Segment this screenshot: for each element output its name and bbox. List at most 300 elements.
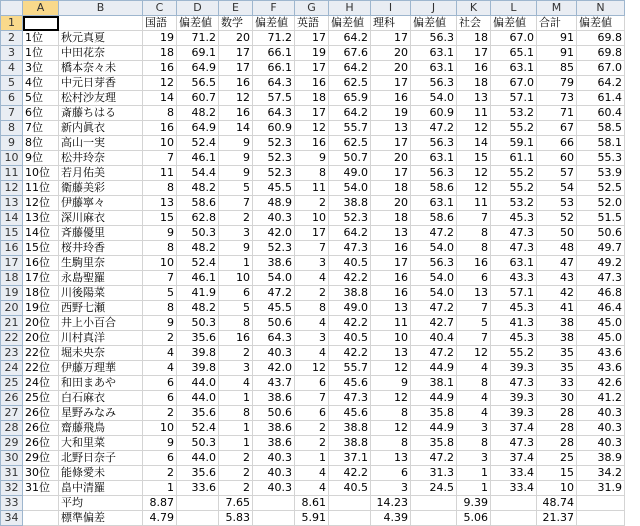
cell-b27[interactable]: 星野みなみ — [59, 406, 143, 421]
cell-m28[interactable]: 28 — [537, 421, 577, 436]
cell-e1[interactable]: 数学 — [219, 16, 253, 31]
cell-i14[interactable]: 18 — [371, 211, 411, 226]
cell-j1[interactable]: 偏差値 — [411, 16, 457, 31]
cell-n12[interactable]: 52.5 — [577, 181, 625, 196]
cell-l18[interactable]: 43.3 — [491, 271, 537, 286]
cell-b3[interactable]: 中田花奈 — [59, 46, 143, 61]
cell-h20[interactable]: 49.0 — [329, 301, 371, 316]
cell-a19[interactable]: 18位 — [23, 286, 59, 301]
cell-l27[interactable]: 39.3 — [491, 406, 537, 421]
cell-h34[interactable] — [329, 511, 371, 526]
row-header-34[interactable]: 34 — [1, 511, 23, 526]
cell-j24[interactable]: 44.9 — [411, 361, 457, 376]
cell-c2[interactable]: 19 — [143, 31, 177, 46]
cell-e23[interactable]: 2 — [219, 346, 253, 361]
cell-f19[interactable]: 47.2 — [253, 286, 295, 301]
cell-m9[interactable]: 66 — [537, 136, 577, 151]
cell-f30[interactable]: 40.3 — [253, 451, 295, 466]
cell-e13[interactable]: 7 — [219, 196, 253, 211]
cell-g2[interactable]: 17 — [295, 31, 329, 46]
cell-g26[interactable]: 7 — [295, 391, 329, 406]
cell-e6[interactable]: 12 — [219, 91, 253, 106]
cell-n9[interactable]: 58.1 — [577, 136, 625, 151]
cell-h30[interactable]: 37.1 — [329, 451, 371, 466]
cell-b4[interactable]: 橋本奈々未 — [59, 61, 143, 76]
cell-a9[interactable]: 8位 — [23, 136, 59, 151]
cell-b34[interactable]: 標準偏差 — [59, 511, 143, 526]
cell-d5[interactable]: 56.5 — [177, 76, 219, 91]
cell-j21[interactable]: 42.7 — [411, 316, 457, 331]
cell-j20[interactable]: 47.2 — [411, 301, 457, 316]
cell-k8[interactable]: 12 — [457, 121, 491, 136]
cell-i18[interactable]: 16 — [371, 271, 411, 286]
cell-j2[interactable]: 56.3 — [411, 31, 457, 46]
cell-e31[interactable]: 2 — [219, 466, 253, 481]
cell-g1[interactable]: 英語 — [295, 16, 329, 31]
cell-a21[interactable]: 20位 — [23, 316, 59, 331]
cell-a34[interactable] — [23, 511, 59, 526]
cell-c3[interactable]: 18 — [143, 46, 177, 61]
cell-k19[interactable]: 13 — [457, 286, 491, 301]
cell-g3[interactable]: 19 — [295, 46, 329, 61]
row-header-5[interactable]: 5 — [1, 76, 23, 91]
cell-m5[interactable]: 79 — [537, 76, 577, 91]
cell-j14[interactable]: 58.6 — [411, 211, 457, 226]
cell-n1[interactable]: 偏差値 — [577, 16, 625, 31]
cell-d4[interactable]: 64.9 — [177, 61, 219, 76]
cell-l15[interactable]: 47.3 — [491, 226, 537, 241]
cell-g34[interactable]: 5.91 — [295, 511, 329, 526]
cell-l11[interactable]: 55.2 — [491, 166, 537, 181]
column-header-c[interactable]: C — [143, 1, 177, 16]
cell-a10[interactable]: 9位 — [23, 151, 59, 166]
cell-k2[interactable]: 18 — [457, 31, 491, 46]
cell-i3[interactable]: 20 — [371, 46, 411, 61]
cell-f20[interactable]: 45.5 — [253, 301, 295, 316]
cell-d20[interactable]: 48.2 — [177, 301, 219, 316]
cell-j15[interactable]: 47.2 — [411, 226, 457, 241]
cell-j16[interactable]: 54.0 — [411, 241, 457, 256]
cell-l31[interactable]: 33.4 — [491, 466, 537, 481]
row-header-32[interactable]: 32 — [1, 481, 23, 496]
cell-l7[interactable]: 53.2 — [491, 106, 537, 121]
cell-h2[interactable]: 64.2 — [329, 31, 371, 46]
cell-m1[interactable]: 合計 — [537, 16, 577, 31]
cell-h7[interactable]: 64.2 — [329, 106, 371, 121]
row-header-29[interactable]: 29 — [1, 436, 23, 451]
cell-h13[interactable]: 38.8 — [329, 196, 371, 211]
cell-l16[interactable]: 47.3 — [491, 241, 537, 256]
cell-j30[interactable]: 47.2 — [411, 451, 457, 466]
cell-i21[interactable]: 11 — [371, 316, 411, 331]
cell-l23[interactable]: 55.2 — [491, 346, 537, 361]
cell-b5[interactable]: 中元日芽香 — [59, 76, 143, 91]
cell-k30[interactable]: 3 — [457, 451, 491, 466]
cell-l21[interactable]: 41.3 — [491, 316, 537, 331]
cell-l22[interactable]: 45.3 — [491, 331, 537, 346]
cell-i17[interactable]: 17 — [371, 256, 411, 271]
cell-n25[interactable]: 42.6 — [577, 376, 625, 391]
cell-k23[interactable]: 12 — [457, 346, 491, 361]
column-header-e[interactable]: E — [219, 1, 253, 16]
cell-g15[interactable]: 17 — [295, 226, 329, 241]
cell-f27[interactable]: 50.6 — [253, 406, 295, 421]
cell-c6[interactable]: 14 — [143, 91, 177, 106]
cell-e4[interactable]: 17 — [219, 61, 253, 76]
cell-a13[interactable]: 12位 — [23, 196, 59, 211]
cell-a12[interactable]: 11位 — [23, 181, 59, 196]
cell-j11[interactable]: 56.3 — [411, 166, 457, 181]
cell-f26[interactable]: 38.6 — [253, 391, 295, 406]
row-header-31[interactable]: 31 — [1, 466, 23, 481]
cell-e27[interactable]: 8 — [219, 406, 253, 421]
cell-n10[interactable]: 55.3 — [577, 151, 625, 166]
cell-m11[interactable]: 57 — [537, 166, 577, 181]
cell-c22[interactable]: 2 — [143, 331, 177, 346]
cell-j18[interactable]: 54.0 — [411, 271, 457, 286]
cell-i8[interactable]: 13 — [371, 121, 411, 136]
cell-a26[interactable]: 25位 — [23, 391, 59, 406]
cell-d13[interactable]: 58.6 — [177, 196, 219, 211]
cell-d33[interactable] — [177, 496, 219, 511]
row-header-11[interactable]: 11 — [1, 166, 23, 181]
cell-g4[interactable]: 17 — [295, 61, 329, 76]
cell-k34[interactable]: 5.06 — [457, 511, 491, 526]
cell-b23[interactable]: 堀未央奈 — [59, 346, 143, 361]
cell-k18[interactable]: 6 — [457, 271, 491, 286]
cell-g24[interactable]: 12 — [295, 361, 329, 376]
cell-a8[interactable]: 7位 — [23, 121, 59, 136]
cell-n18[interactable]: 47.3 — [577, 271, 625, 286]
cell-e22[interactable]: 16 — [219, 331, 253, 346]
row-header-4[interactable]: 4 — [1, 61, 23, 76]
cell-c9[interactable]: 10 — [143, 136, 177, 151]
cell-d16[interactable]: 48.2 — [177, 241, 219, 256]
cell-b10[interactable]: 松井玲奈 — [59, 151, 143, 166]
cell-a3[interactable]: 1位 — [23, 46, 59, 61]
cell-m8[interactable]: 67 — [537, 121, 577, 136]
cell-n33[interactable] — [577, 496, 625, 511]
cell-e17[interactable]: 1 — [219, 256, 253, 271]
cell-f28[interactable]: 38.6 — [253, 421, 295, 436]
cell-g11[interactable]: 8 — [295, 166, 329, 181]
cell-m17[interactable]: 47 — [537, 256, 577, 271]
cell-l25[interactable]: 47.3 — [491, 376, 537, 391]
cell-a6[interactable]: 5位 — [23, 91, 59, 106]
cell-f33[interactable] — [253, 496, 295, 511]
cell-i11[interactable]: 17 — [371, 166, 411, 181]
cell-f17[interactable]: 38.6 — [253, 256, 295, 271]
cell-k9[interactable]: 14 — [457, 136, 491, 151]
cell-k11[interactable]: 12 — [457, 166, 491, 181]
cell-d23[interactable]: 39.8 — [177, 346, 219, 361]
cell-d15[interactable]: 50.3 — [177, 226, 219, 241]
cell-k5[interactable]: 18 — [457, 76, 491, 91]
cell-i2[interactable]: 17 — [371, 31, 411, 46]
cell-e2[interactable]: 20 — [219, 31, 253, 46]
cell-m4[interactable]: 85 — [537, 61, 577, 76]
cell-k1[interactable]: 社会 — [457, 16, 491, 31]
cell-a17[interactable]: 16位 — [23, 256, 59, 271]
cell-i7[interactable]: 19 — [371, 106, 411, 121]
cell-b28[interactable]: 齋藤飛鳥 — [59, 421, 143, 436]
cell-b6[interactable]: 松村沙友理 — [59, 91, 143, 106]
cell-k29[interactable]: 8 — [457, 436, 491, 451]
cell-n4[interactable]: 67.0 — [577, 61, 625, 76]
cell-h12[interactable]: 54.0 — [329, 181, 371, 196]
cell-a4[interactable]: 3位 — [23, 61, 59, 76]
cell-n22[interactable]: 45.0 — [577, 331, 625, 346]
cell-k32[interactable]: 1 — [457, 481, 491, 496]
cell-k12[interactable]: 12 — [457, 181, 491, 196]
cell-f21[interactable]: 50.6 — [253, 316, 295, 331]
cell-k4[interactable]: 16 — [457, 61, 491, 76]
cell-j34[interactable] — [411, 511, 457, 526]
cell-n13[interactable]: 52.0 — [577, 196, 625, 211]
column-header-h[interactable]: H — [329, 1, 371, 16]
cell-m32[interactable]: 10 — [537, 481, 577, 496]
cell-a24[interactable]: 22位 — [23, 361, 59, 376]
cell-c13[interactable]: 13 — [143, 196, 177, 211]
cell-l26[interactable]: 39.3 — [491, 391, 537, 406]
row-header-3[interactable]: 3 — [1, 46, 23, 61]
cell-f34[interactable] — [253, 511, 295, 526]
cell-b32[interactable]: 畠中清羅 — [59, 481, 143, 496]
row-header-24[interactable]: 24 — [1, 361, 23, 376]
column-header-g[interactable]: G — [295, 1, 329, 16]
cell-j28[interactable]: 44.9 — [411, 421, 457, 436]
row-header-2[interactable]: 2 — [1, 31, 23, 46]
cell-m27[interactable]: 28 — [537, 406, 577, 421]
cell-h27[interactable]: 45.6 — [329, 406, 371, 421]
cell-b9[interactable]: 高山一実 — [59, 136, 143, 151]
cell-h1[interactable]: 偏差値 — [329, 16, 371, 31]
cell-h3[interactable]: 67.6 — [329, 46, 371, 61]
cell-c28[interactable]: 10 — [143, 421, 177, 436]
cell-c34[interactable]: 4.79 — [143, 511, 177, 526]
cell-l8[interactable]: 55.2 — [491, 121, 537, 136]
cell-b21[interactable]: 井上小百合 — [59, 316, 143, 331]
row-header-25[interactable]: 25 — [1, 376, 23, 391]
cell-e18[interactable]: 10 — [219, 271, 253, 286]
cell-m19[interactable]: 42 — [537, 286, 577, 301]
cell-i16[interactable]: 16 — [371, 241, 411, 256]
cell-f12[interactable]: 45.5 — [253, 181, 295, 196]
cell-l4[interactable]: 63.1 — [491, 61, 537, 76]
cell-m15[interactable]: 50 — [537, 226, 577, 241]
row-header-18[interactable]: 18 — [1, 271, 23, 286]
cell-g32[interactable]: 4 — [295, 481, 329, 496]
cell-m25[interactable]: 33 — [537, 376, 577, 391]
cell-j19[interactable]: 54.0 — [411, 286, 457, 301]
cell-j9[interactable]: 56.3 — [411, 136, 457, 151]
cell-k14[interactable]: 7 — [457, 211, 491, 226]
row-header-27[interactable]: 27 — [1, 406, 23, 421]
cell-c31[interactable]: 2 — [143, 466, 177, 481]
cell-h6[interactable]: 65.9 — [329, 91, 371, 106]
cell-l34[interactable] — [491, 511, 537, 526]
cell-g12[interactable]: 11 — [295, 181, 329, 196]
cell-d18[interactable]: 46.1 — [177, 271, 219, 286]
cell-b25[interactable]: 和田まあや — [59, 376, 143, 391]
cell-h23[interactable]: 42.2 — [329, 346, 371, 361]
cell-l1[interactable]: 偏差値 — [491, 16, 537, 31]
cell-l9[interactable]: 59.1 — [491, 136, 537, 151]
row-header-16[interactable]: 16 — [1, 241, 23, 256]
cell-j8[interactable]: 47.2 — [411, 121, 457, 136]
row-header-13[interactable]: 13 — [1, 196, 23, 211]
cell-i33[interactable]: 14.23 — [371, 496, 411, 511]
cell-g31[interactable]: 4 — [295, 466, 329, 481]
cell-k24[interactable]: 4 — [457, 361, 491, 376]
cell-d29[interactable]: 50.3 — [177, 436, 219, 451]
cell-g28[interactable]: 2 — [295, 421, 329, 436]
cell-e33[interactable]: 7.65 — [219, 496, 253, 511]
select-all-corner[interactable] — [1, 1, 23, 16]
row-header-8[interactable]: 8 — [1, 121, 23, 136]
cell-d7[interactable]: 48.2 — [177, 106, 219, 121]
cell-m22[interactable]: 38 — [537, 331, 577, 346]
cell-j4[interactable]: 63.1 — [411, 61, 457, 76]
cell-m21[interactable]: 38 — [537, 316, 577, 331]
cell-a20[interactable]: 19位 — [23, 301, 59, 316]
cell-b33[interactable]: 平均 — [59, 496, 143, 511]
cell-b29[interactable]: 大和里菜 — [59, 436, 143, 451]
cell-h26[interactable]: 47.3 — [329, 391, 371, 406]
cell-a18[interactable]: 17位 — [23, 271, 59, 286]
cell-l13[interactable]: 53.2 — [491, 196, 537, 211]
cell-f7[interactable]: 64.3 — [253, 106, 295, 121]
cell-e11[interactable]: 9 — [219, 166, 253, 181]
cell-k10[interactable]: 15 — [457, 151, 491, 166]
row-header-26[interactable]: 26 — [1, 391, 23, 406]
cell-a11[interactable]: 10位 — [23, 166, 59, 181]
cell-b31[interactable]: 能條愛未 — [59, 466, 143, 481]
cell-m20[interactable]: 41 — [537, 301, 577, 316]
column-header-i[interactable]: I — [371, 1, 411, 16]
cell-k25[interactable]: 8 — [457, 376, 491, 391]
cell-n11[interactable]: 53.9 — [577, 166, 625, 181]
cell-k17[interactable]: 16 — [457, 256, 491, 271]
cell-f15[interactable]: 42.0 — [253, 226, 295, 241]
cell-c11[interactable]: 11 — [143, 166, 177, 181]
cell-d3[interactable]: 69.1 — [177, 46, 219, 61]
cell-c16[interactable]: 8 — [143, 241, 177, 256]
cell-c23[interactable]: 4 — [143, 346, 177, 361]
cell-g13[interactable]: 2 — [295, 196, 329, 211]
cell-k7[interactable]: 11 — [457, 106, 491, 121]
cell-l12[interactable]: 55.2 — [491, 181, 537, 196]
cell-l24[interactable]: 39.3 — [491, 361, 537, 376]
cell-d14[interactable]: 62.8 — [177, 211, 219, 226]
cell-m26[interactable]: 30 — [537, 391, 577, 406]
column-header-l[interactable]: L — [491, 1, 537, 16]
cell-j6[interactable]: 54.0 — [411, 91, 457, 106]
cell-h17[interactable]: 40.5 — [329, 256, 371, 271]
cell-b16[interactable]: 桜井玲香 — [59, 241, 143, 256]
cell-c12[interactable]: 8 — [143, 181, 177, 196]
cell-j27[interactable]: 35.8 — [411, 406, 457, 421]
cell-a23[interactable]: 22位 — [23, 346, 59, 361]
cell-a31[interactable]: 30位 — [23, 466, 59, 481]
cell-a22[interactable]: 20位 — [23, 331, 59, 346]
column-header-k[interactable]: K — [457, 1, 491, 16]
cell-g14[interactable]: 10 — [295, 211, 329, 226]
cell-g8[interactable]: 12 — [295, 121, 329, 136]
cell-n28[interactable]: 40.3 — [577, 421, 625, 436]
cell-h21[interactable]: 42.2 — [329, 316, 371, 331]
cell-h11[interactable]: 49.0 — [329, 166, 371, 181]
cell-h29[interactable]: 38.8 — [329, 436, 371, 451]
cell-f8[interactable]: 60.9 — [253, 121, 295, 136]
cell-k21[interactable]: 5 — [457, 316, 491, 331]
cell-a33[interactable] — [23, 496, 59, 511]
cell-c32[interactable]: 1 — [143, 481, 177, 496]
cell-n32[interactable]: 31.9 — [577, 481, 625, 496]
cell-i9[interactable]: 17 — [371, 136, 411, 151]
cell-g30[interactable]: 1 — [295, 451, 329, 466]
cell-f6[interactable]: 57.5 — [253, 91, 295, 106]
cell-k13[interactable]: 11 — [457, 196, 491, 211]
cell-l2[interactable]: 67.0 — [491, 31, 537, 46]
cell-i27[interactable]: 8 — [371, 406, 411, 421]
cell-d10[interactable]: 46.1 — [177, 151, 219, 166]
cell-m10[interactable]: 60 — [537, 151, 577, 166]
cell-n5[interactable]: 64.2 — [577, 76, 625, 91]
cell-f32[interactable]: 40.3 — [253, 481, 295, 496]
cell-e25[interactable]: 4 — [219, 376, 253, 391]
cell-f10[interactable]: 52.3 — [253, 151, 295, 166]
cell-l5[interactable]: 67.0 — [491, 76, 537, 91]
cell-e28[interactable]: 1 — [219, 421, 253, 436]
cell-e16[interactable]: 9 — [219, 241, 253, 256]
cell-k20[interactable]: 7 — [457, 301, 491, 316]
cell-f1[interactable]: 偏差値 — [253, 16, 295, 31]
cell-b7[interactable]: 斎藤ちはる — [59, 106, 143, 121]
cell-k15[interactable]: 8 — [457, 226, 491, 241]
cell-a5[interactable]: 4位 — [23, 76, 59, 91]
cell-m30[interactable]: 25 — [537, 451, 577, 466]
cell-l6[interactable]: 57.1 — [491, 91, 537, 106]
cell-d28[interactable]: 52.4 — [177, 421, 219, 436]
cell-j23[interactable]: 47.2 — [411, 346, 457, 361]
cell-k3[interactable]: 17 — [457, 46, 491, 61]
cell-n24[interactable]: 43.6 — [577, 361, 625, 376]
cell-h18[interactable]: 42.2 — [329, 271, 371, 286]
cell-h16[interactable]: 47.3 — [329, 241, 371, 256]
cell-j13[interactable]: 63.1 — [411, 196, 457, 211]
cell-m24[interactable]: 35 — [537, 361, 577, 376]
cell-d6[interactable]: 60.7 — [177, 91, 219, 106]
cell-n14[interactable]: 51.5 — [577, 211, 625, 226]
cell-d12[interactable]: 48.2 — [177, 181, 219, 196]
row-header-1[interactable]: 1 — [1, 16, 23, 31]
cell-e9[interactable]: 9 — [219, 136, 253, 151]
cell-f22[interactable]: 64.3 — [253, 331, 295, 346]
cell-l17[interactable]: 63.1 — [491, 256, 537, 271]
cell-e34[interactable]: 5.83 — [219, 511, 253, 526]
row-header-30[interactable]: 30 — [1, 451, 23, 466]
cell-b17[interactable]: 生駒里奈 — [59, 256, 143, 271]
cell-h32[interactable]: 40.5 — [329, 481, 371, 496]
cell-n34[interactable] — [577, 511, 625, 526]
cell-d32[interactable]: 33.6 — [177, 481, 219, 496]
cell-j32[interactable]: 24.5 — [411, 481, 457, 496]
cell-c24[interactable]: 4 — [143, 361, 177, 376]
cell-b30[interactable]: 北野日奈子 — [59, 451, 143, 466]
cell-b24[interactable]: 伊藤万理華 — [59, 361, 143, 376]
cell-a29[interactable]: 26位 — [23, 436, 59, 451]
